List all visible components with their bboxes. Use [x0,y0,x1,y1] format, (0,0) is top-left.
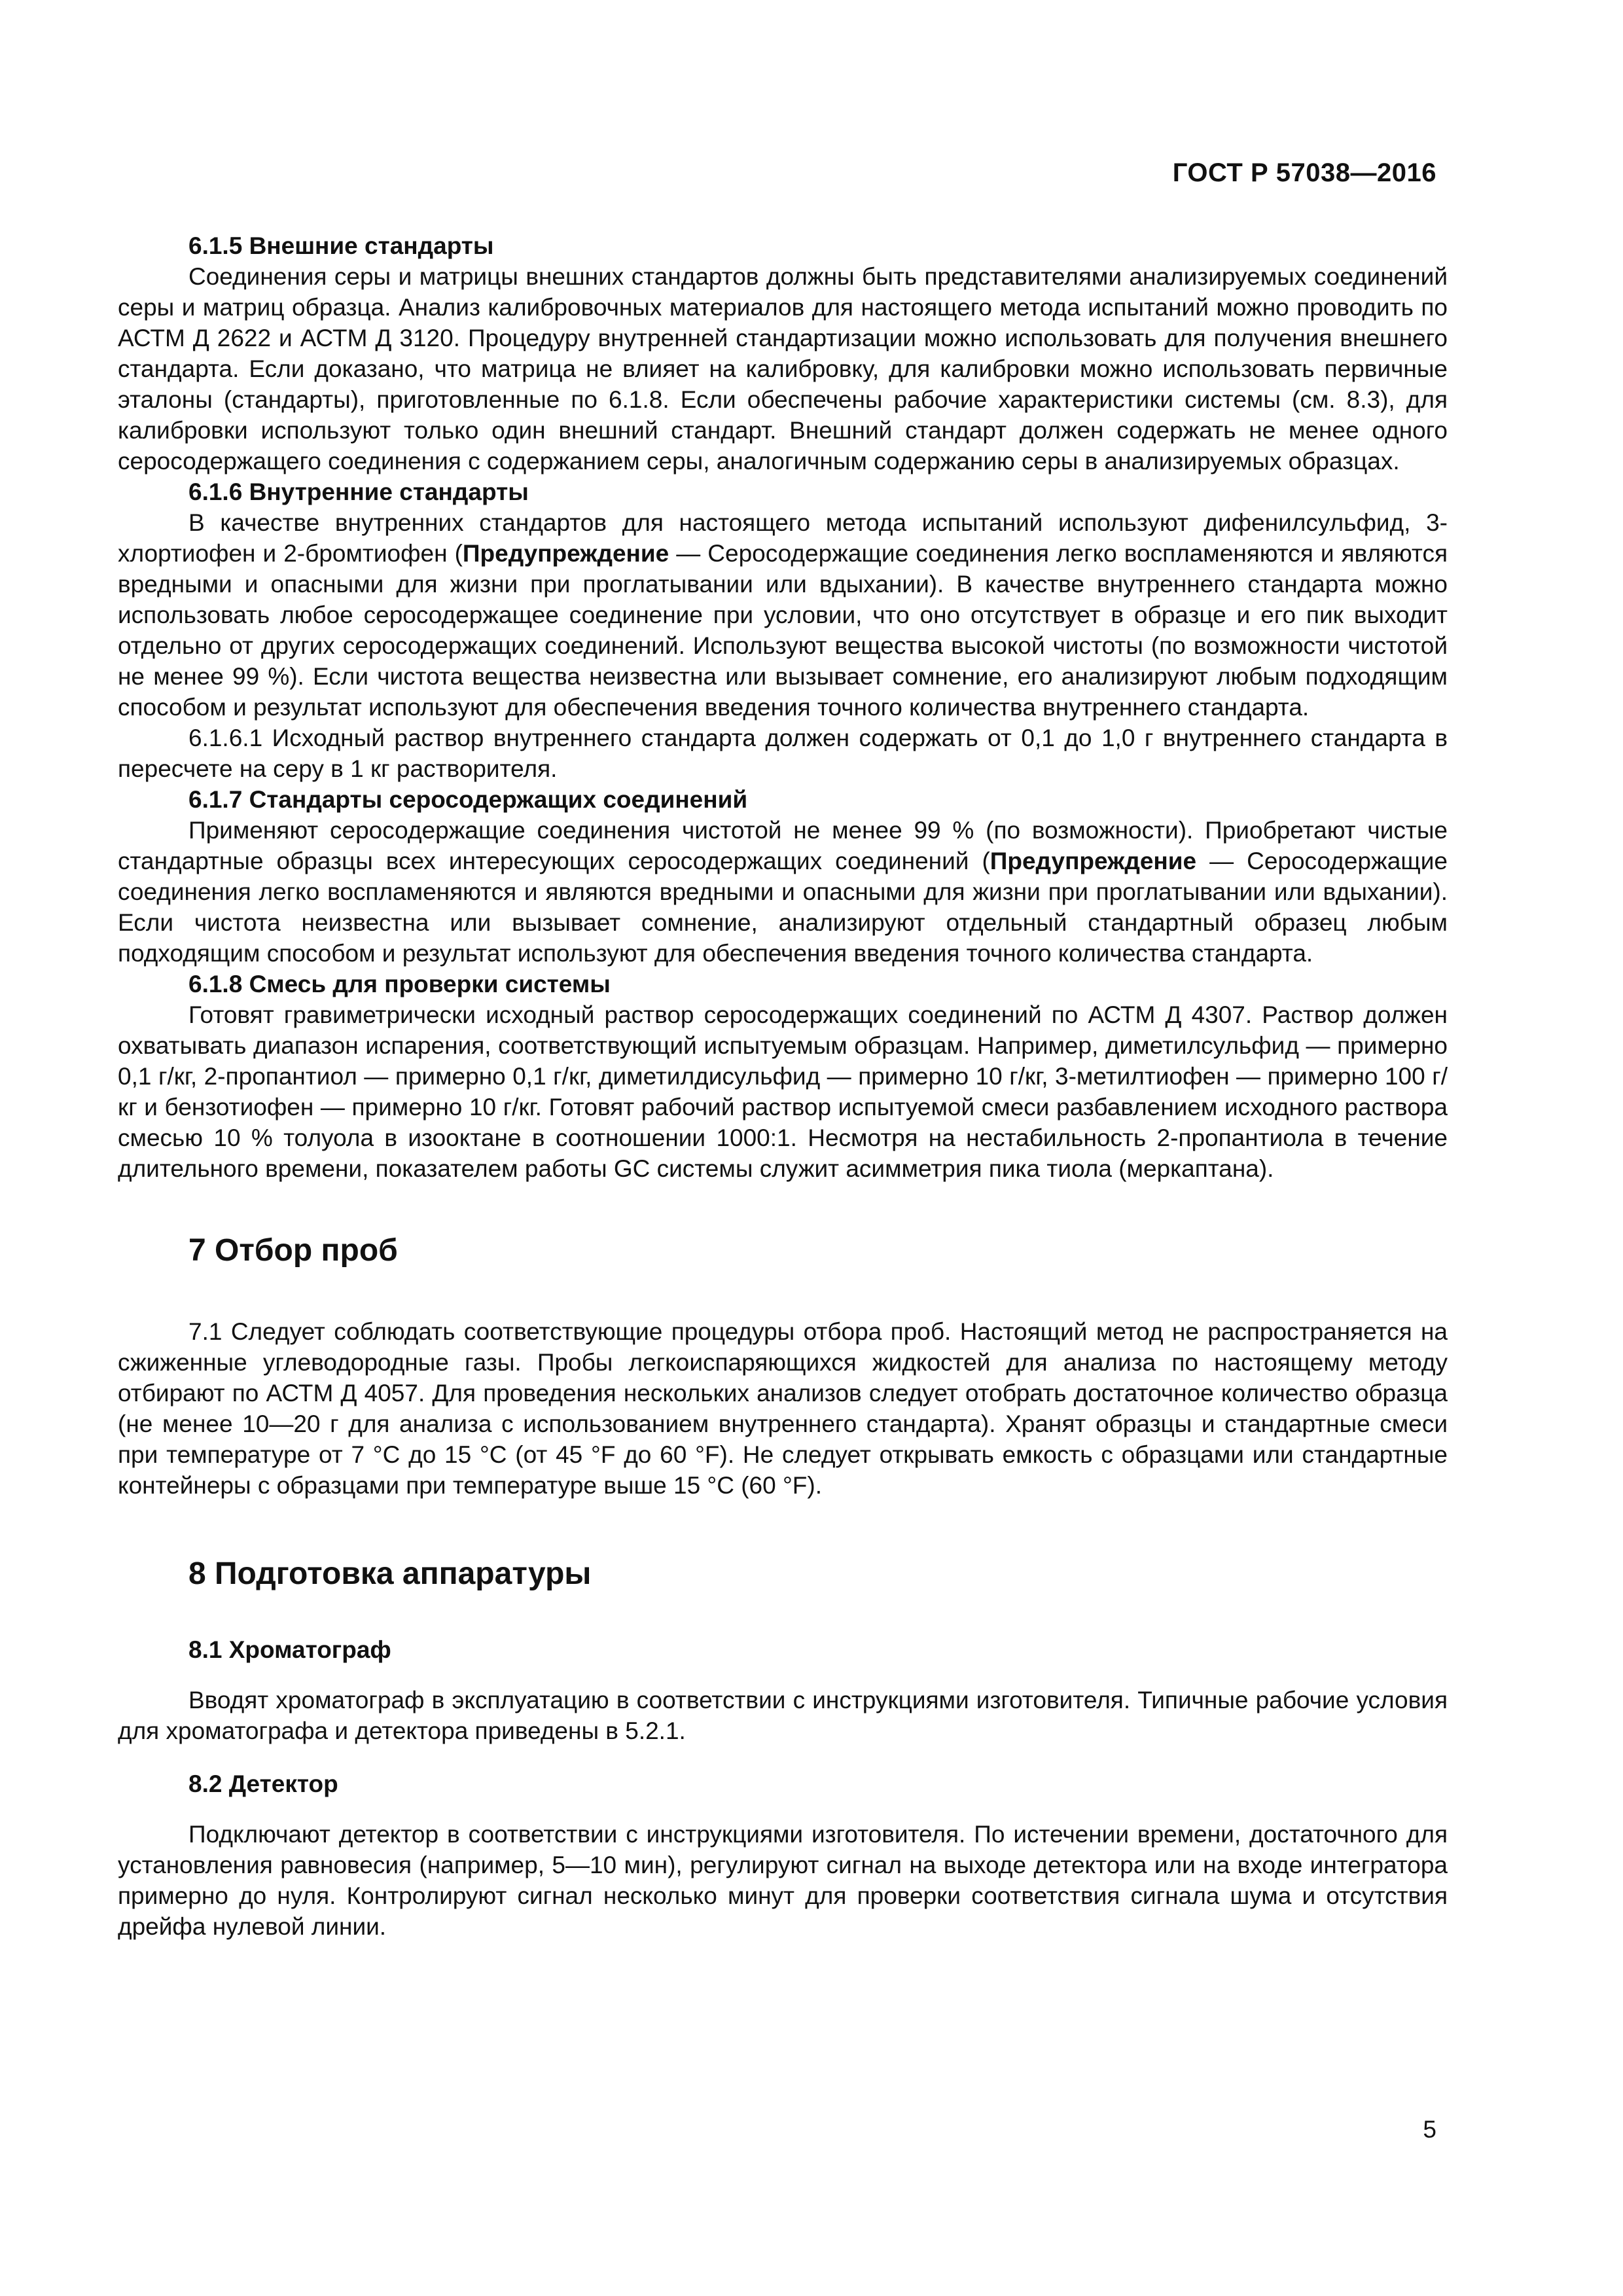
heading-6-1-6: 6.1.6 Внутренние стандарты [188,478,529,505]
paragraph-6-1-5: Соединения серы и матрицы внешних стандартов должны быть представителями анализируемых соединений серы и матриц образца. Анализ калибровочных материалов для настоящего метода испытаний можно проводить по АСТМ Д 2622 и АСТМ Д 3120. Процедуру внутренней стандартизации можно использовать для получения внешнего стандарта. Если доказано, что матрица не влияет на калибровку, для калибровки можно использовать первичные эталоны (стандарты), приготовленные по 6.1.8. Если обеспечены рабочие характеристики системы (см. 8.3), для калибровки используют только один внешний стандарт. Внешний стандарт должен содержать не менее одного серосодержащего соединения с содержанием серы, аналогичным содержанию серы в анализируемых образцах. [118,263,1448,475]
heading-6-1-7: 6.1.7 Стандарты серосодержащих соединений [188,786,748,813]
page-number: 5 [1423,2116,1436,2143]
text-segment: В качестве внутренних стандартов для настоящего метода испытаний используют дифенилсульфид, 3-хлортиофен и 2-бромтиофен ( [118,509,1448,567]
section-heading-7: 7 Отбор проб [188,1233,398,1268]
warning-label: Предупреждение [462,540,669,567]
text-segment: — Серосодержащие соединения легко воспламеняются и являются вредными и опасными для жизни при проглатывании или вдыхании). Если чистота неизвестна или вызывает сомнение, анализируют отдельный стандартный образец любым подходящим способом и результат используют для обеспечения введения точного количества стандарта. [118,848,1448,967]
heading-6-1-5: 6.1.5 Внешние стандарты [188,232,494,259]
page-content [118,230,1448,1942]
heading-8-2: 8.2 Детектор [188,1770,338,1797]
paragraph-6-1-7 [118,815,1448,969]
document-code: ГОСТ Р 57038—2016 [1172,158,1436,187]
paragraph-6-1-6 [118,507,1448,723]
heading-8-1: 8.1 Хроматограф [188,1636,391,1663]
paragraph-8-2: Подключают детектор в соответствии с инструкциями изготовителя. По истечении времени, достаточного для установления равновесия (например, 5—10 мин), регулируют сигнал на выходе детектора или на входе интегратора примерно до нуля. Контролируют сигнал несколько минут для проверки соответствия сигнала шума и отсутствия дрейфа нулевой линии. [118,1821,1448,1940]
section-heading-8: 8 Подготовка аппаратуры [188,1556,592,1591]
paragraph-6-1-6-1: 6.1.6.1 Исходный раствор внутреннего стандарта должен содержать от 0,1 до 1,0 г внутреннего стандарта в пересчете на серу в 1 кг растворителя. [118,725,1448,782]
paragraph-7-1: 7.1 Следует соблюдать соответствующие процедуры отбора проб. Настоящий метод не распространяется на сжиженные углеводородные газы. Пробы легкоиспаряющихся жидкостей для анализа по настоящему методу отбирают по АСТМ Д 4057. Для проведения нескольких анализов следует отобрать достаточное количество образца (не менее 10—20 г для анализа с использованием внутреннего стандарта). Хранят образцы и стандартные смеси при температуре от 7 °С до 15 °С (от 45 °F до 60 °F). Не следует открывать емкость с образцами или стандартные контейнеры с образцами при температуре выше 15 °С (60 °F). [118,1318,1448,1499]
text-segment: Применяют серосодержащие соединения чистотой не менее 99 % (по возможности). Приобретают чистые стандартные образцы всех интересующих серосодержащих соединений ( [118,817,1448,874]
paragraph-8-1: Вводят хроматограф в эксплуатацию в соответствии с инструкциями изготовителя. Типичные рабочие условия для хроматографа и детектора приведены в 5.2.1. [118,1687,1448,1744]
paragraph-6-1-8: Готовят гравиметрически исходный раствор серосодержащих соединений по АСТМ Д 4307. Раствор должен охватывать диапазон испарения, соответствующий испытуемым образцам. Например, диметилсульфид — примерно 0,1 г/кг, 2-пропантиол — примерно 0,1 г/кг, диметилдисульфид — примерно 10 г/кг, 3-метилтиофен — примерно 100 г/кг и бензотиофен — примерно 10 г/кг. Готовят рабочий раствор испытуемой смеси разбавлением исходного раствора смесью 10 % толуола в изооктане в соотношении 1000:1. Несмотря на нестабильность 2-пропантиола в течение длительного времени, показателем работы GC системы служит асимметрия пика тиола (меркаптана). [118,1001,1448,1182]
warning-label: Предупреждение [990,848,1197,874]
text-segment: — Серосодержащие соединения легко воспламеняются и являются вредными и опасными для жизни при проглатывании или вдыхании). В качестве внутреннего стандарта можно использовать любое серосодержащее соединение при условии, что оно отсутствует в образце и его пик выходит отдельно от других серосодержащих соединений. Используют вещества высокой чистоты (по возможности чистотой не менее 99 %). Если чистота вещества неизвестна или вызывает сомнение, его анализируют любым подходящим способом и результат используют для обеспечения введения точного количества внутреннего стандарта. [118,540,1448,721]
heading-6-1-8: 6.1.8 Смесь для проверки системы [188,971,611,997]
